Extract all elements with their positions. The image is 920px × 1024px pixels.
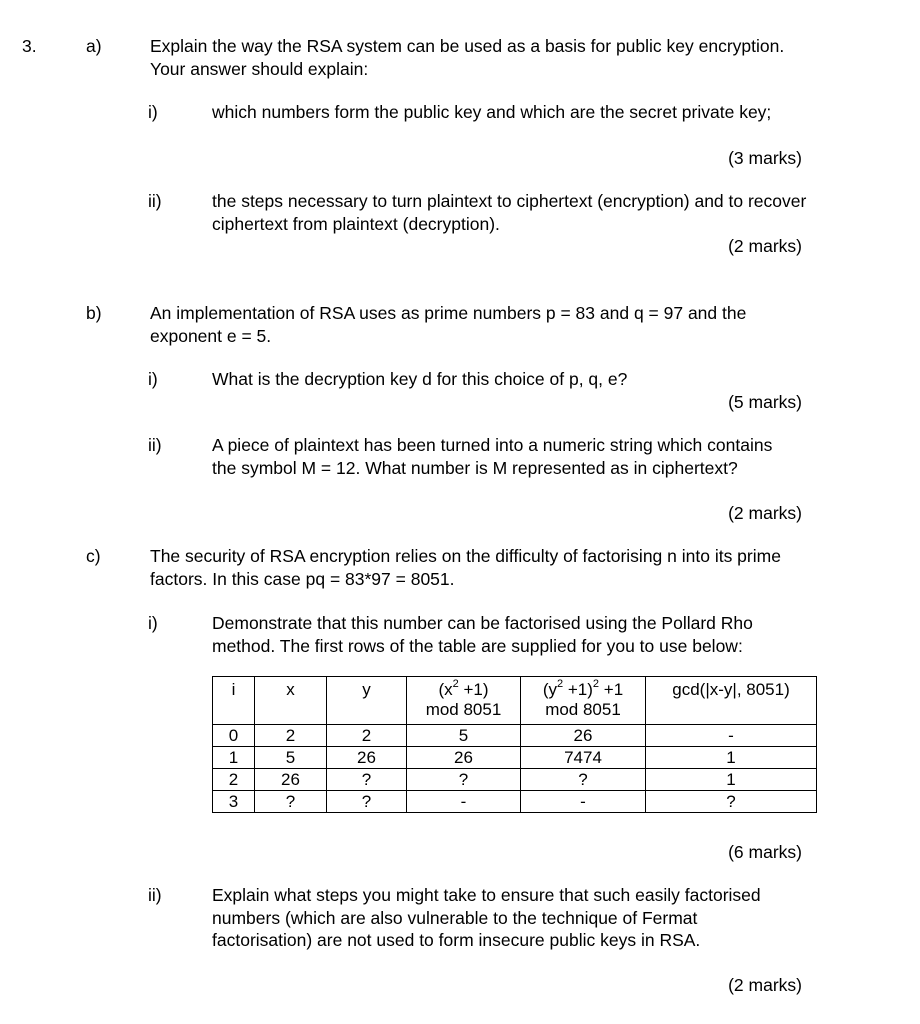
- pollard-rho-table: [212, 676, 817, 813]
- cell-y: 2: [327, 725, 407, 747]
- part-b-ii-label: ii): [148, 435, 162, 455]
- cell-fx: 26: [407, 747, 521, 769]
- part-c-i-marks: (6 marks): [728, 842, 802, 862]
- part-b-ii-text: A piece of plaintext has been turned into a numeric string which contains the symbol M = 12. What number is M represented as in ciphertext?: [212, 435, 773, 478]
- part-a-label: a): [86, 36, 102, 56]
- cell-x: ?: [255, 791, 327, 813]
- part-a-intro: Explain the way the RSA system can be used as a basis for public key encryption. Your answer should explain:: [150, 36, 785, 79]
- cell-gcd: 1: [646, 769, 817, 791]
- header-fx: $(x^2 +1)$ mod 8051: [407, 677, 521, 725]
- cell-gcd: 1: [646, 747, 817, 769]
- part-b-i-label: i): [148, 369, 158, 389]
- cell-i: 3: [213, 791, 255, 813]
- table-row: [213, 747, 817, 769]
- part-b-ii-marks: (2 marks): [728, 503, 802, 523]
- cell-fy: 26: [521, 725, 646, 747]
- header-gcd: gcd(|x-y|, 8051): [646, 677, 817, 725]
- cell-fy: 7474: [521, 747, 646, 769]
- part-b-label: b): [86, 303, 102, 323]
- header-y: y: [327, 677, 407, 725]
- cell-x: 2: [255, 725, 327, 747]
- part-c-i-text: Demonstrate that this number can be factorised using the Pollard Rho method. The first rows of the table are supplied for you to use below:: [212, 613, 753, 656]
- part-a-i-label: i): [148, 102, 158, 122]
- cell-i: 0: [213, 725, 255, 747]
- cell-fy: -: [521, 791, 646, 813]
- table-header-row: [213, 677, 817, 725]
- cell-fy: ?: [521, 769, 646, 791]
- table-row: [213, 791, 817, 813]
- table-row: [213, 725, 817, 747]
- table-row: [213, 769, 817, 791]
- header-i: i: [213, 677, 255, 725]
- part-b-i-text: What is the decryption key d for this choice of p, q, e?: [212, 369, 628, 389]
- cell-y: ?: [327, 791, 407, 813]
- cell-fx: 5: [407, 725, 521, 747]
- part-a-ii-text: the steps necessary to turn plaintext to ciphertext (encryption) and to recover ciphertext from plaintext (decryption).: [212, 191, 807, 234]
- part-c-intro: The security of RSA encryption relies on the difficulty of factorising n into its prime factors. In this case pq = 83*97 = 8051.: [150, 546, 781, 589]
- cell-y: 26: [327, 747, 407, 769]
- part-c-ii-text: Explain what steps you might take to ensure that such easily factorised numbers (which are also vulnerable to the technique of Fermat factorisation) are not used to form insecure public keys in RSA.: [212, 885, 761, 950]
- header-fy: $(y^2 +1)^2 +1$ mod 8051: [521, 677, 646, 725]
- part-a-i-marks: (3 marks): [728, 148, 802, 168]
- cell-gcd: -: [646, 725, 817, 747]
- part-c-ii-label: ii): [148, 885, 162, 905]
- part-b-i-marks: (5 marks): [728, 392, 802, 412]
- part-b-intro: An implementation of RSA uses as prime numbers p = 83 and q = 97 and the exponent e = 5.: [150, 303, 747, 346]
- part-a-i-text: which numbers form the public key and which are the secret private key;: [212, 102, 772, 122]
- cell-gcd: ?: [646, 791, 817, 813]
- cell-y: ?: [327, 769, 407, 791]
- cell-fx: -: [407, 791, 521, 813]
- cell-x: 26: [255, 769, 327, 791]
- cell-i: 2: [213, 769, 255, 791]
- part-c-i-label: i): [148, 613, 158, 633]
- part-a-ii-label: ii): [148, 191, 162, 211]
- cell-fx: ?: [407, 769, 521, 791]
- part-c-ii-marks: (2 marks): [728, 975, 802, 995]
- cell-i: 1: [213, 747, 255, 769]
- part-a-ii-marks: (2 marks): [728, 236, 802, 256]
- cell-x: 5: [255, 747, 327, 769]
- part-c-label: c): [86, 546, 101, 566]
- header-x: x: [255, 677, 327, 725]
- question-number: 3.: [22, 36, 37, 56]
